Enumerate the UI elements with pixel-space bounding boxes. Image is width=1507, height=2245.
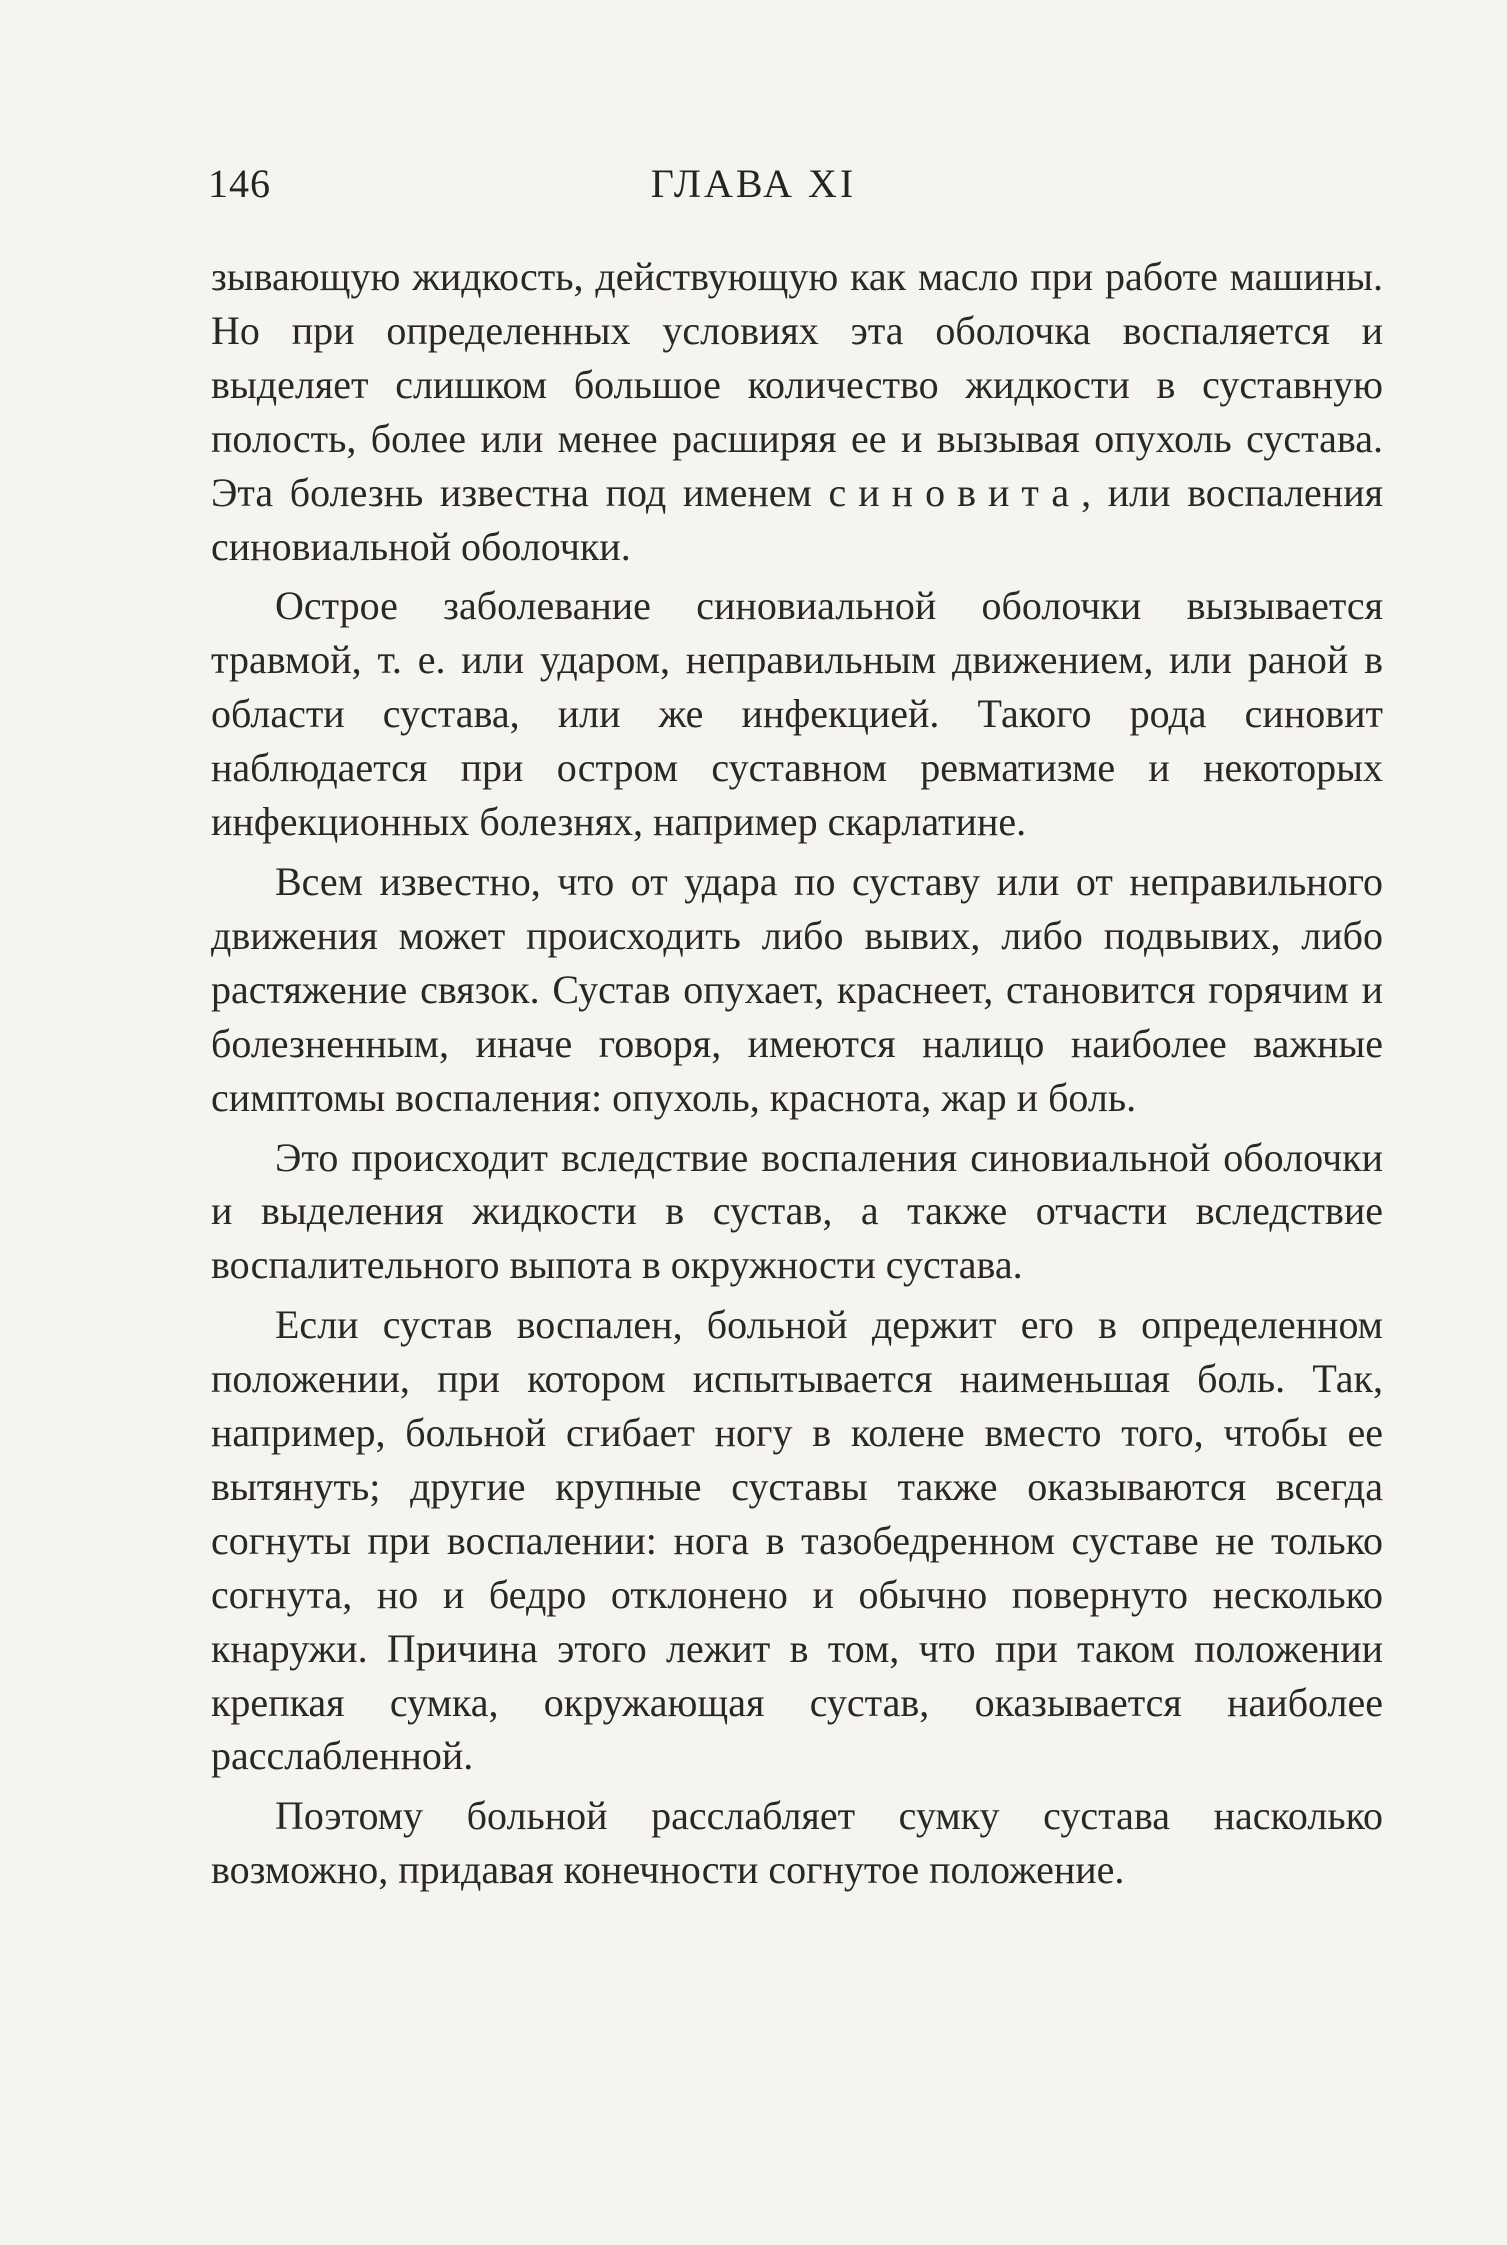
paragraph: Это происходит вследствие воспаления синовиальной оболочки и выделения жидкости в сустав, а также отчасти вследствие воспалительного выпота в окружности сустава. bbox=[211, 1134, 1383, 1288]
paragraph: Всем известно, что от удара по суставу или от неправильного движения может происходить либо вывих, либо подвывих, либо растяжение связок. Сустав опухает, краснеет, становится горячим и болезненным, иначе говоря, имеются налицо наиболее важные симптомы воспаления: опухоль, краснота, жар и боль. bbox=[211, 858, 1383, 1120]
paragraph: Если сустав воспален, больной держит его в определенном положении, при котором испытывается наименьшая боль. Так, например, больной сгибает ногу в колене вместо того, чтобы ее вытянуть; другие крупные суставы также оказываются всегда согнуты при воспалении: нога в тазобедренном суставе не только согнута, но и бедро отклонено и обычно повернуто несколько кнаружи. Причина этого лежит в том, что при таком положении крепкая сумка, окружающая сустав, оказывается наиболее расслабленной. bbox=[211, 1302, 1383, 1779]
page-body bbox=[211, 250, 1383, 1897]
page-number: 146 bbox=[208, 161, 271, 206]
paragraph: Острое заболевание синовиальной оболочки вызывается травмой, т. е. или ударом, неправильным движением, или раной в области сустава, или же инфекцией. Такого рода синовит наблюдается при остром суставном ревматизме и некоторых инфекционных болезнях, например скарлатине. bbox=[211, 583, 1383, 845]
emphasized-term: синовита bbox=[828, 469, 1082, 515]
paragraph-text: , или воспаления синовиальной оболочки. bbox=[211, 469, 1383, 569]
paragraph-continuation bbox=[211, 250, 1383, 573]
paragraph-text: зывающую жидкость, действующую как масло при работе машины. Но при определенных условиях эта оболочка воспаляется и выделяет слишком большое количество жидкости в суставную полость, более или менее расширяя ее и вызывая опухоль сустава. Эта болезнь известна под именем bbox=[211, 254, 1383, 515]
running-head: ГЛАВА XI bbox=[650, 161, 857, 206]
paragraph: Поэтому больной расслабляет сумку сустава насколько возможно, придавая конечности согнутое положение. bbox=[211, 1793, 1383, 1893]
